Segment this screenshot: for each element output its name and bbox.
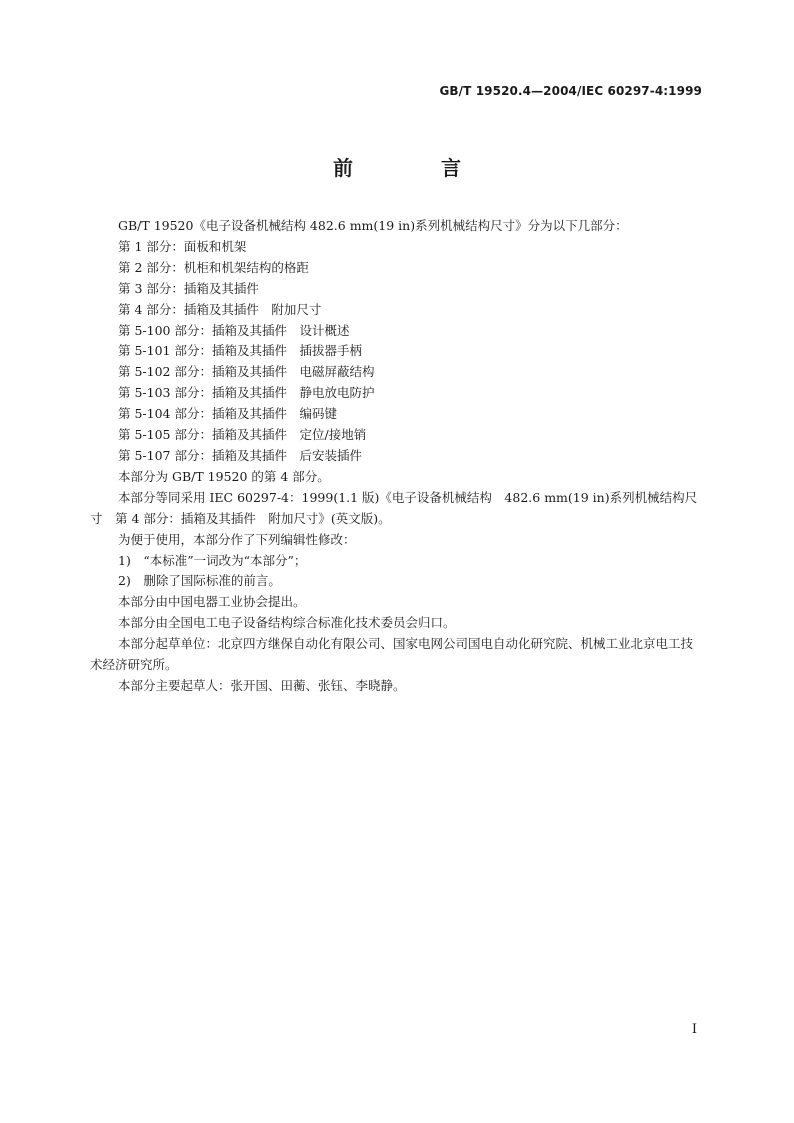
paragraph: 本部分主要起草人：张开国、田蘅、张钰、李晓静。 <box>118 677 406 693</box>
list-item: 第 4 部分：插箱及其插件 附加尺寸 <box>118 301 322 317</box>
paragraph: 本部分由中国电器工业协会提出。 <box>118 594 306 610</box>
page-number: I <box>691 1022 697 1037</box>
paragraph: GB/T 19520《电子设备机械结构 482.6 mm(19 in)系列机械结构尺寸》分为以下几部分： <box>118 218 628 233</box>
list-item: 2) 删除了国际标准的前言。 <box>118 573 281 589</box>
list-item: 第 5-104 部分：插箱及其插件 编码键 <box>118 406 337 422</box>
list-item: 第 2 部分：机柜和机架结构的格距 <box>118 259 309 275</box>
paragraph: 本部分为 GB/T 19520 的第 4 部分。 <box>118 468 330 484</box>
list-item: 第 5-101 部分：插箱及其插件 插拔器手柄 <box>118 343 362 359</box>
list-item: 第 5-100 部分：插箱及其插件 设计概述 <box>118 322 350 338</box>
paragraph: 本部分等同采用 IEC 60297-4：1999(1.1 版)《电子设备机械结构 482.6 mm(19 in)系列机械结构尺寸 第 4 部分：插箱及其插件 附加尺寸》(英文版)。 <box>90 489 698 526</box>
list-item: 第 1 部分：面板和机架 <box>118 238 247 254</box>
standard-code-header: GB/T 19520.4—2004/IEC 60297-4:1999 <box>439 84 702 98</box>
paragraph: 本部分起草单位：北京四方继保自动化有限公司、国家电网公司国电自动化研究院、机械工业北京电工技术经济研究所。 <box>90 636 694 673</box>
list-item: 第 3 部分：插箱及其插件 <box>118 280 259 296</box>
list-item: 第 5-102 部分：插箱及其插件 电磁屏蔽结构 <box>118 364 375 380</box>
list-item: 第 5-107 部分：插箱及其插件 后安装插件 <box>118 447 362 463</box>
list-item: 1) “本标准”一词改为“本部分”； <box>118 552 307 568</box>
list-item: 第 5-103 部分：插箱及其插件 静电放电防护 <box>118 385 375 401</box>
paragraph: 本部分由全国电工电子设备结构综合标准化技术委员会归口。 <box>118 615 456 631</box>
list-item: 第 5-105 部分：插箱及其插件 定位/接地销 <box>118 427 367 443</box>
foreword-body <box>90 216 704 697</box>
paragraph: 为便于使用，本部分作了下列编辑性修改： <box>118 531 356 547</box>
page-title: 前 言 <box>333 156 495 180</box>
